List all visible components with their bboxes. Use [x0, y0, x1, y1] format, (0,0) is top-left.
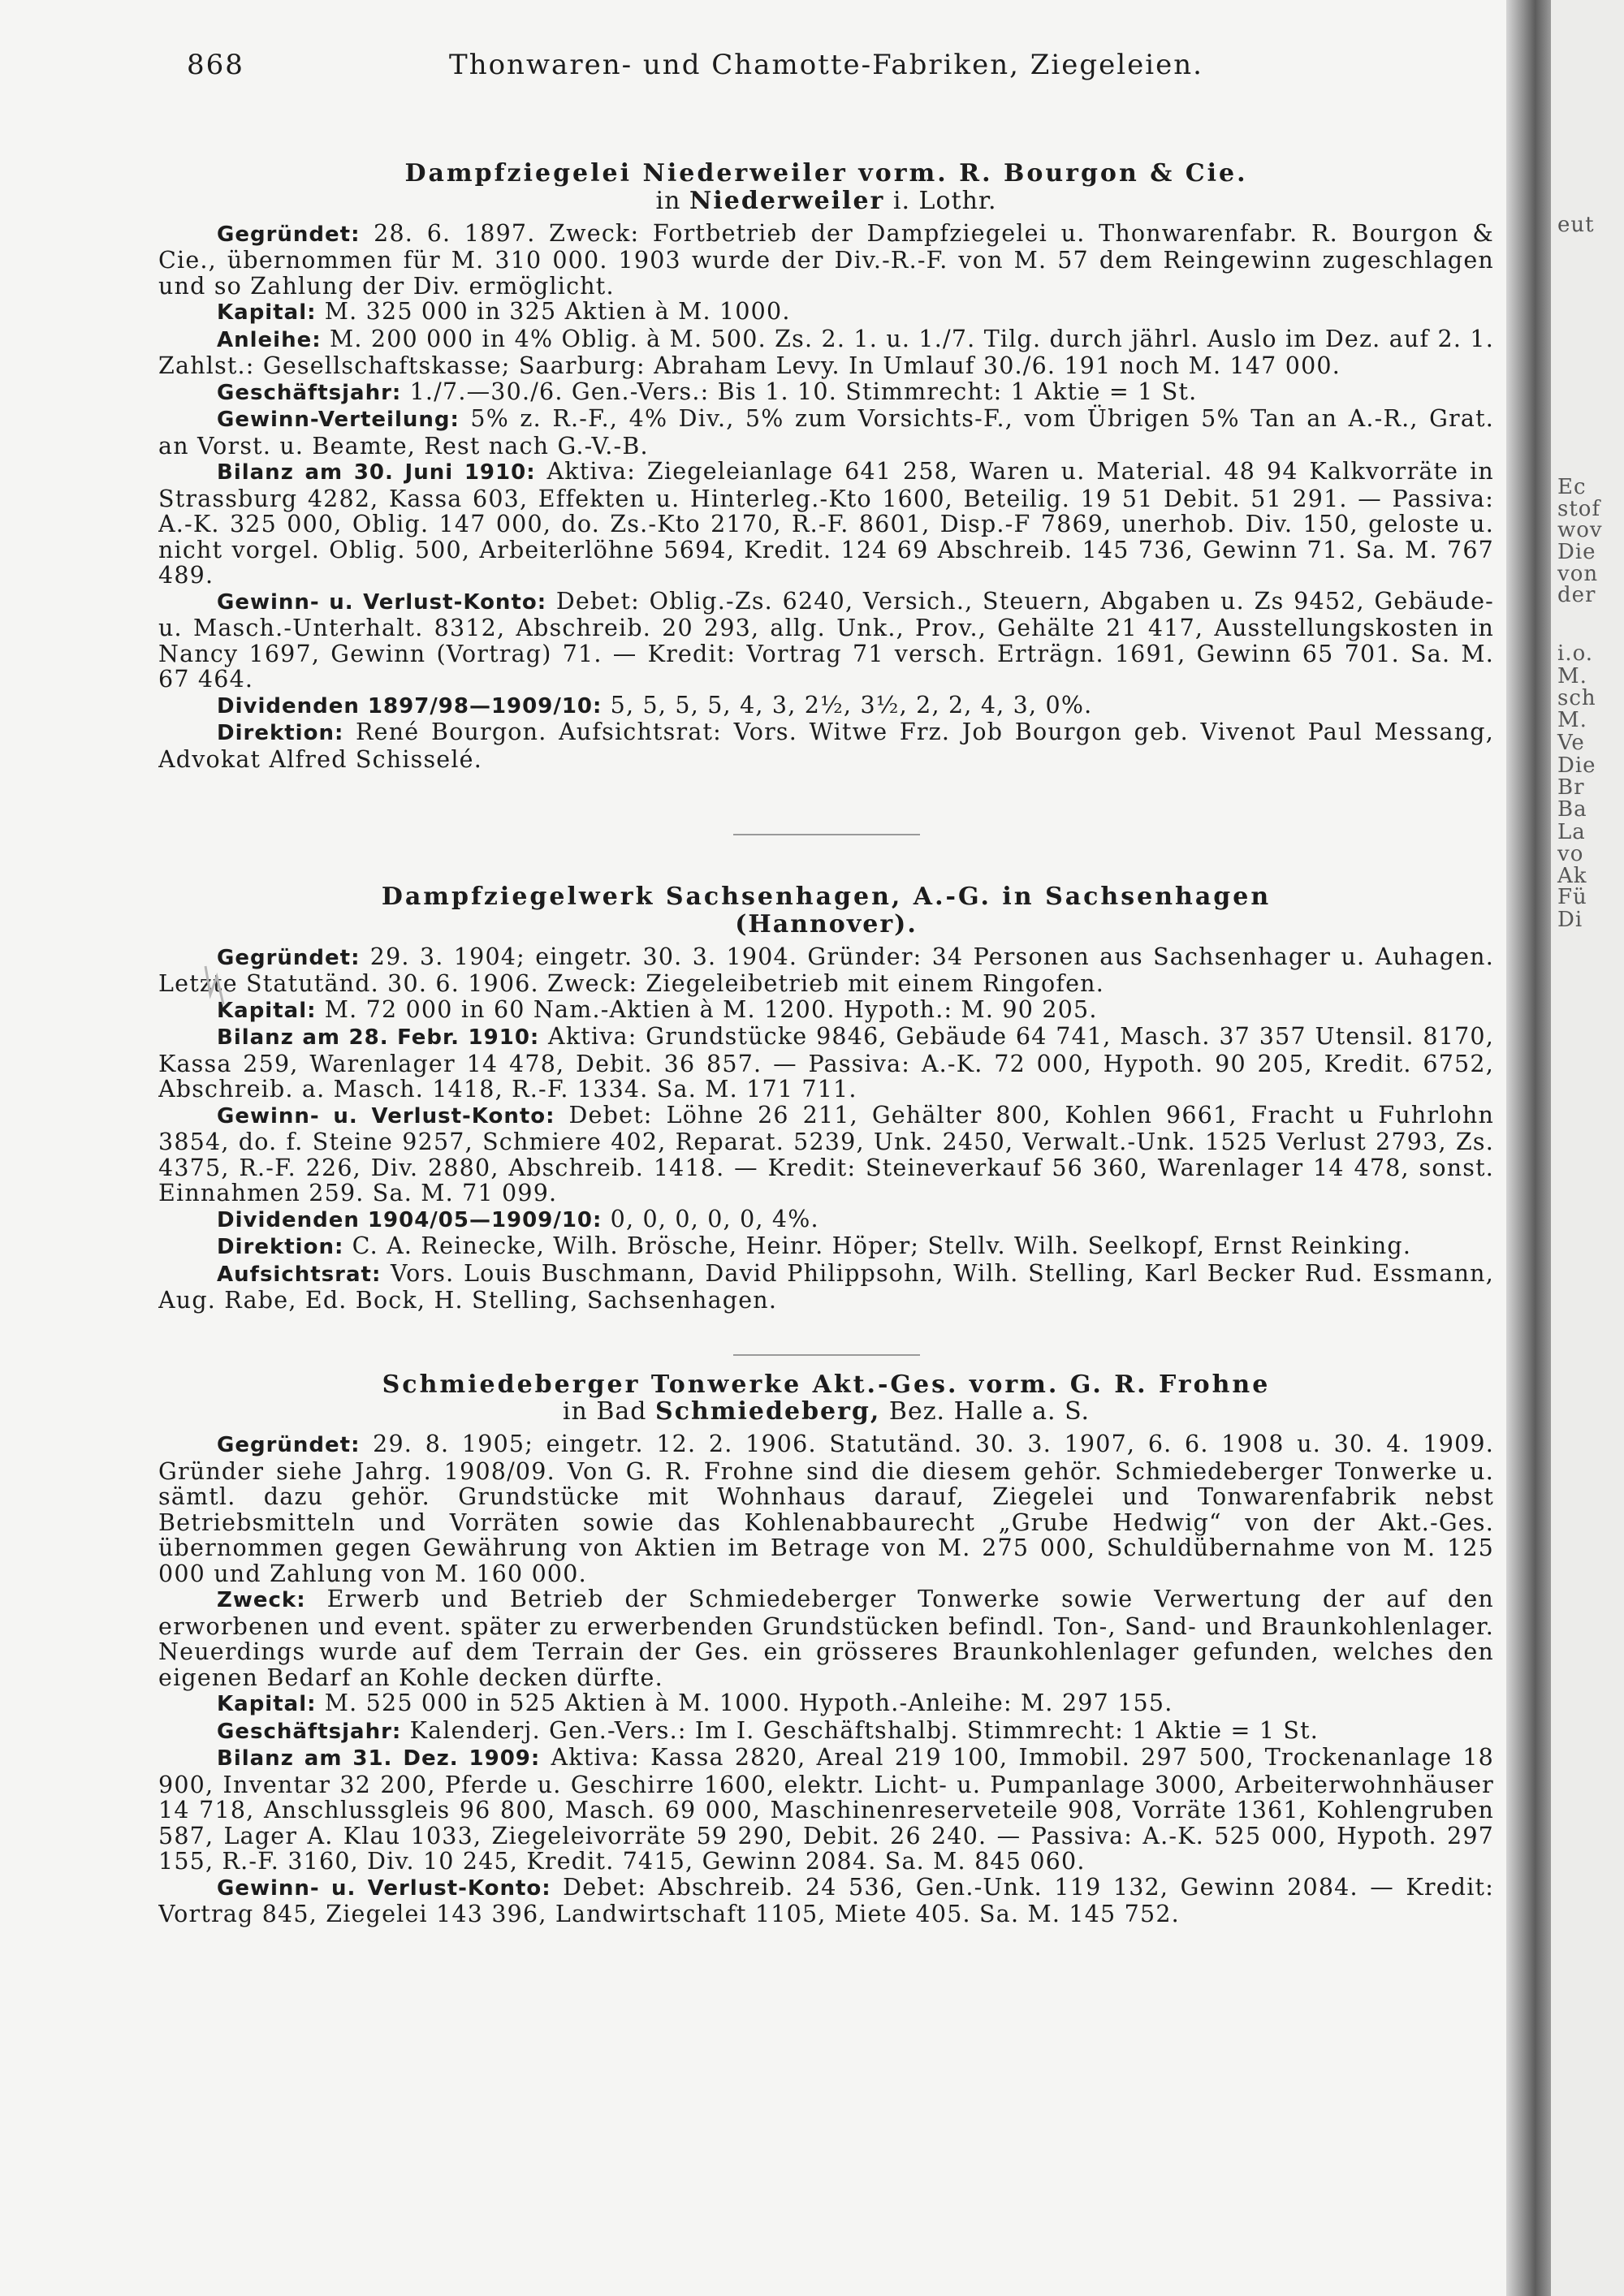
location-suffix: i. Lothr. — [892, 186, 997, 215]
section-divider — [733, 834, 920, 835]
paragraph-text: Debet: Löhne 26 211, Gehälter 800, Kohlen 9661, Fracht u Fuhrlohn 3854, do. f. Steine 9257, Schmiere 402, Reparat. 5239, Unk. 2450, Verwalt.-Unk. 1525 Verlust 2793, Zs. 4375, R.-F. 226, Div. 2880, Abschreib. 1418. — Kredit: Steineverkauf 56 360, Warenlager 14 478, sonst. Einnahmen 259. Sa. M. 71 099. — [158, 1101, 1494, 1206]
paragraph-text: Erwerb und Betrieb der Schmiedeberger Tonwerke sowie Verwertung der auf den erworbenen und event. später zu erwerbenden Grundstücken befindl. Ton-, Sand- und Braunkohlenlager. Neuerdings wurde auf dem Terrain der Ges. ein grösseres Braunkohlenlager gefunden, welches den eigenen Bedarf an Kohle decken dürfte. — [158, 1586, 1494, 1691]
paragraph-text: Debet: Abschreib. 24 536, Gen.-Unk. 119 132, Gewinn 2084. — Kredit: Vortrag 845, Ziegelei 143 396, Landwirtschaft 1105, Miete 405. Sa. M. 145 752. — [158, 1873, 1494, 1927]
page-header — [158, 41, 1494, 97]
entry-paragraph — [158, 1431, 1494, 1586]
entry-paragraph — [158, 406, 1494, 459]
entry-paragraph — [158, 693, 1494, 720]
entry-paragraph — [158, 944, 1494, 997]
paragraph-text: C. A. Reinecke, Wilh. Brösche, Heinr. Höper; Stellv. Wilh. Seelkopf, Ernst Reinking. — [352, 1232, 1412, 1259]
entry-paragraph — [158, 719, 1494, 772]
location-place: Niederweiler — [689, 186, 885, 215]
margin-fragment: wov — [1557, 518, 1603, 542]
entry-paragraph — [158, 1103, 1494, 1206]
paragraph-text: Aktiva: Grundstücke 9846, Gebäude 64 741, Masch. 37 357 Utensil. 8170, Kassa 259, Warenlager 14 478, Debit. 36 857. — Passiva: A.-K. 72 000, Hypoth. 90 205, Kredit. 6752, Abschreib. a. Masch. 1418, R.-F. 1334. Sa. M. 171 711. — [158, 1023, 1494, 1103]
margin-fragment: Fü — [1557, 885, 1587, 909]
margin-fragment: der — [1557, 583, 1596, 607]
entry-paragraph — [158, 1261, 1494, 1314]
paragraph-label: Dividenden 1904/05—1909/10: — [217, 1207, 603, 1232]
company-title: Dampfziegelei Niederweiler vorm. R. Bourgon & Cie. — [404, 159, 1248, 188]
entry-paragraph — [158, 1875, 1494, 1927]
paragraph-text: Aktiva: Ziegeleianlage 641 258, Waren u. Material. 48 94 Kalkvorräte in Strassburg 4282, Kassa 603, Effekten u. Hinterleg.-Kto 1600, Beteilig. 19 51 Debit. 51 291. — Passiva: A.-K. 325 000, Oblig. 147 000, do. Zs.-Kto 2170, R.-F. 8601, Disp.-F 7869, unerhob. Div. 150, geloste u. nicht vorgel. Oblig. 500, Arbeiterlöhne 5694, Kredit. 124 69 Abschreib. 145 736, Gewinn 71. Sa. M. 767 489. — [158, 458, 1494, 589]
entry-paragraph — [158, 1233, 1494, 1261]
company-location — [158, 910, 1494, 939]
paragraph-label: Gewinn- u. Verlust-Konto: — [217, 1103, 555, 1129]
paragraph-text: Aktiva: Kassa 2820, Areal 219 100, Immobil. 297 500, Trockenanlage 18 900, Inventar 32 200, Pferde u. Geschirre 1600, elektr. Licht- u. Pumpanlage 3000, Arbeiterwohnhäuser 14 718, Anschlussgleis 96 800, Masch. 69 000, Maschinenreserveteile 908, Vorräte 1361, Kohlengruben 587, Lager A. Klau 1033, Ziegeleivorräte 59 290, Debit. 26 240. — Passiva: A.-K. 525 000, Hypoth. 297 155, R.-F. 3160, Div. 10 245, Kredit. 7415, Gewinn 2084. Sa. M. 845 060. — [158, 1744, 1494, 1875]
paragraph-text: M. 525 000 in 525 Aktien à M. 1000. Hypoth.-Anleihe: M. 297 155. — [324, 1690, 1173, 1716]
paragraph-label: Kapital: — [217, 300, 317, 325]
document-page — [158, 41, 1494, 2281]
section-divider — [733, 1354, 920, 1356]
paragraph-text: Debet: Oblig.-Zs. 6240, Versich., Steuern, Abgaben u. Zs 9452, Gebäude- u. Masch.-Unterhalt. 8312, Abschreib. 20 293, allg. Unk., Prov., Gehälte 21 417, Ausstellungskosten in Nancy 1697, Gewinn (Vortrag) 71. — Kredit: Vortrag 71 versch. Erträgn. 1691, Gewinn 65 701. Sa. M. 67 464. — [158, 587, 1494, 693]
paragraph-label: Gegründet: — [217, 945, 361, 970]
entry-paragraph — [158, 379, 1494, 407]
paragraph-label: Aufsichtsrat: — [217, 1262, 382, 1287]
paragraph-label: Kapital: — [217, 998, 317, 1023]
paragraph-label: Direktion: — [217, 721, 344, 745]
margin-fragment: sch — [1557, 686, 1596, 710]
entry-paragraph — [158, 1206, 1494, 1234]
company-entry — [158, 161, 1494, 772]
entry-paragraph — [158, 459, 1494, 589]
entry-paragraph — [158, 1586, 1494, 1690]
margin-fragment: M. — [1557, 664, 1587, 688]
adjacent-page-margin — [1551, 0, 1624, 2296]
paragraph-label: Gegründet: — [217, 1433, 361, 1457]
margin-fragment: Ve — [1557, 731, 1585, 755]
paragraph-label: Gewinn- u. Verlust-Konto: — [217, 1875, 551, 1901]
margin-fragment: Die — [1557, 540, 1596, 564]
paragraph-label: Geschäftsjahr: — [217, 1719, 402, 1744]
margin-fragment: stof — [1557, 497, 1601, 521]
margin-fragment: Di — [1557, 908, 1583, 932]
location-prefix: in Bad — [562, 1397, 647, 1426]
paragraph-label: Gewinn-Verteilung: — [217, 408, 460, 432]
location-suffix: Bez. Halle a. S. — [888, 1397, 1091, 1426]
paragraph-label: Gewinn- u. Verlust-Konto: — [217, 589, 547, 615]
location-prefix: in — [655, 186, 681, 215]
company-location — [158, 187, 1494, 216]
entry-paragraph — [158, 589, 1494, 693]
company-entries — [158, 161, 1494, 1927]
paragraph-text: M. 200 000 in 4% Oblig. à M. 500. Zs. 2. 1. u. 1./7. Tilg. durch jährl. Auslo im Dez. auf 2. 1. Zahlst.: Gesellschaftskasse; Saarburg: Abraham Levy. In Umlauf 30./6. 191 noch M. 147 000. — [158, 325, 1494, 379]
entry-paragraph — [158, 997, 1494, 1025]
paragraph-label: Geschäftsjahr: — [217, 380, 402, 405]
margin-fragment: Br — [1557, 775, 1585, 800]
paragraph-label: Kapital: — [217, 1692, 317, 1716]
paragraph-label: Gegründet: — [217, 222, 361, 247]
paragraph-label: Direktion: — [217, 1235, 344, 1259]
entry-paragraph — [158, 221, 1494, 300]
company-entry — [158, 884, 1494, 1314]
running-title: Thonwaren- und Chamotte-Fabriken, Ziegeleien. — [449, 49, 1203, 81]
entry-paragraph — [158, 1024, 1494, 1103]
entry-paragraph — [158, 1718, 1494, 1746]
margin-fragment: Ak — [1557, 864, 1587, 888]
paragraph-text: M. 72 000 in 60 Nam.-Aktien à M. 1200. Hypoth.: M. 90 205. — [324, 995, 1098, 1023]
paragraph-label: Bilanz am 30. Juni 1910: — [217, 460, 536, 485]
margin-fragment: von — [1557, 562, 1599, 586]
margin-fragment: Die — [1557, 753, 1596, 778]
margin-fragment: Ec — [1557, 475, 1587, 499]
paragraph-text: M. 325 000 in 325 Aktien à M. 1000. — [324, 298, 791, 325]
company-location — [158, 1397, 1494, 1426]
paragraph-text: 29. 8. 1905; eingetr. 12. 2. 1906. Statutänd. 30. 3. 1907, 6. 6. 1908 u. 30. 4. 1909. Gründer siehe Jahrg. 1908/09. Von G. R. Frohne sind die diesem gehör. Schmiedeberger Tonwerke u. sämtl. dazu gehör. Grundstücke mit Wohnhaus darauf, Ziegelei und Tonwarenfabrik nebst Betriebsmitteln und Vorräten sowie das Kohlenabbaurecht „Grube Hedwig“ von der Akt.-Ges. übernommen gegen Gewährung von Aktien im Betrage von M. 275 000, Schuldübernahme von M. 125 000 und Zahlung von M. 160 000. — [158, 1431, 1494, 1587]
entry-paragraph — [158, 1745, 1494, 1875]
location-place: (Hannover). — [735, 909, 918, 939]
paragraph-text: Vors. Louis Buschmann, David Philippsohn, Wilh. Stelling, Karl Becker Rud. Essmann, Aug. Rabe, Ed. Bock, H. Stelling, Sachsenhagen. — [158, 1259, 1494, 1314]
margin-fragment: M. — [1557, 708, 1587, 732]
paragraph-text: Kalenderj. Gen.-Vers.: Im I. Geschäftshalbj. Stimmrecht: 1 Aktie = 1 St. — [409, 1716, 1320, 1744]
margin-fragment: La — [1557, 820, 1586, 844]
paragraph-label: Anleihe: — [217, 327, 322, 352]
paragraph-text: 28. 6. 1897. Zweck: Fortbetrieb der Dampfziegelei u. Thonwarenfabr. R. Bourgon & Cie., übernommen für M. 310 000. 1903 wurde der Div.-R.-F. von M. 57 dem Reingewinn zugeschlagen und so Zahlung der Div. ermöglicht. — [158, 219, 1494, 300]
pen-mark-icon — [199, 962, 231, 1011]
paragraph-text: 1./7.—30./6. Gen.-Vers.: Bis 1. 10. Stimmrecht: 1 Aktie = 1 St. — [409, 378, 1198, 405]
paragraph-text: 29. 3. 1904; eingetr. 30. 3. 1904. Gründer: 34 Personen aus Sachsenhager u. Auhagen. Letzte Statutänd. 30. 6. 1906. Zweck: Ziegeleibetrieb mit einem Ringofen. — [158, 943, 1494, 997]
margin-fragment: eut — [1557, 213, 1595, 237]
margin-fragment: i.o. — [1557, 641, 1594, 666]
company-title: Schmiedeberger Tonwerke Akt.-Ges. vorm. G. R. Frohne — [382, 1370, 1271, 1399]
entry-paragraph — [158, 326, 1494, 379]
paragraph-text: 0, 0, 0, 0, 0, 4%. — [610, 1205, 819, 1232]
entry-paragraph — [158, 299, 1494, 326]
entry-paragraph — [158, 1690, 1494, 1718]
paragraph-label: Bilanz am 31. Dez. 1909: — [217, 1746, 541, 1771]
margin-fragment: Ba — [1557, 797, 1587, 822]
paragraph-label: Dividenden 1897/98—1909/10: — [217, 693, 603, 719]
margin-fragment: vo — [1557, 842, 1584, 866]
book-gutter-shadow — [1506, 0, 1551, 2296]
page-number: 868 — [187, 49, 244, 81]
paragraph-label: Zweck: — [217, 1588, 306, 1612]
paragraph-text: René Bourgon. Aufsichtsrat: Vors. Witwe Frz. Job Bourgon geb. Vivenot Paul Messang, Advokat Alfred Schisselé. — [158, 719, 1494, 773]
company-title: Dampfziegelwerk Sachsenhagen, A.-G. in Sachsenhagen — [381, 883, 1272, 911]
location-place: Schmiedeberg, — [655, 1397, 881, 1426]
paragraph-text: 5% z. R.-F., 4% Div., 5% zum Vorsichts-F., vom Übrigen 5% Tan an A.-R., Grat. an Vorst. u. Beamte, Rest nach G.-V.-B. — [158, 405, 1494, 460]
paragraph-text: 5, 5, 5, 5, 4, 3, 2½, 3½, 2, 2, 4, 3, 0%. — [610, 691, 1093, 719]
company-entry — [158, 1372, 1494, 1927]
paragraph-label: Bilanz am 28. Febr. 1910: — [217, 1025, 540, 1050]
